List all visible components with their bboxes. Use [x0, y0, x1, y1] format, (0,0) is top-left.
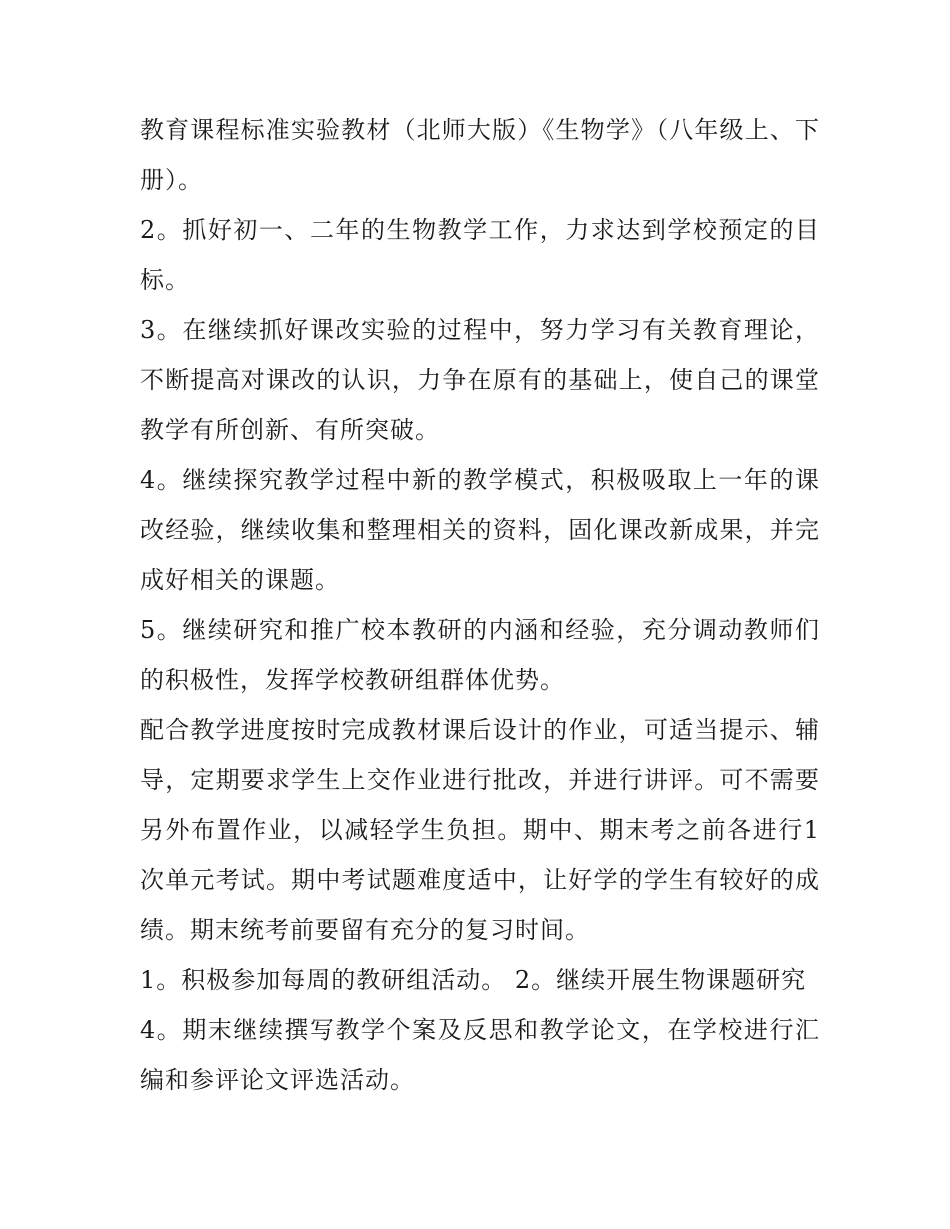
- paragraph-item-5: 5。继续研究和推广校本教研的内涵和经验，充分调动教师们的积极性，发挥学校教研组群体优势。: [140, 616, 820, 694]
- paragraph-item-2: 2。抓好初一、二年的生物教学工作，力求达到学校预定的目标。: [140, 216, 820, 294]
- paragraph-textbook: 教育课程标准实验教材（北师大版）《生物学》（八年级上、下册）。: [140, 116, 820, 194]
- paragraph-item-4: 4。继续探究教学过程中新的教学模式，积极吸取上一年的课改经验，继续收集和整理相关的资料，固化课改新成果，并完成好相关的课题。: [140, 466, 820, 594]
- paragraph-item-4-final: 4。期末继续撰写教学个案及反思和教学论文，在学校进行汇编和参评论文评选活动。: [140, 1016, 820, 1094]
- document-body: [140, 105, 820, 1105]
- paragraph-activities: 1。积极参加每周的教研组活动。 2。继续开展生物课题研究: [140, 966, 807, 994]
- paragraph-item-3: 3。在继续抓好课改实验的过程中，努力学习有关教育理论，不断提高对课改的认识，力争在原有的基础上，使自己的课堂教学有所创新、有所突破。: [140, 316, 820, 444]
- paragraph-homework: 配合教学进度按时完成教材课后设计的作业，可适当提示、辅导，定期要求学生上交作业进行批改，并进行讲评。可不需要另外布置作业，以减轻学生负担。期中、期末考之前各进行1次单元考试。期中考试题难度适中，让好学的学生有较好的成绩。期末统考前要留有充分的复习时间。: [140, 716, 820, 944]
